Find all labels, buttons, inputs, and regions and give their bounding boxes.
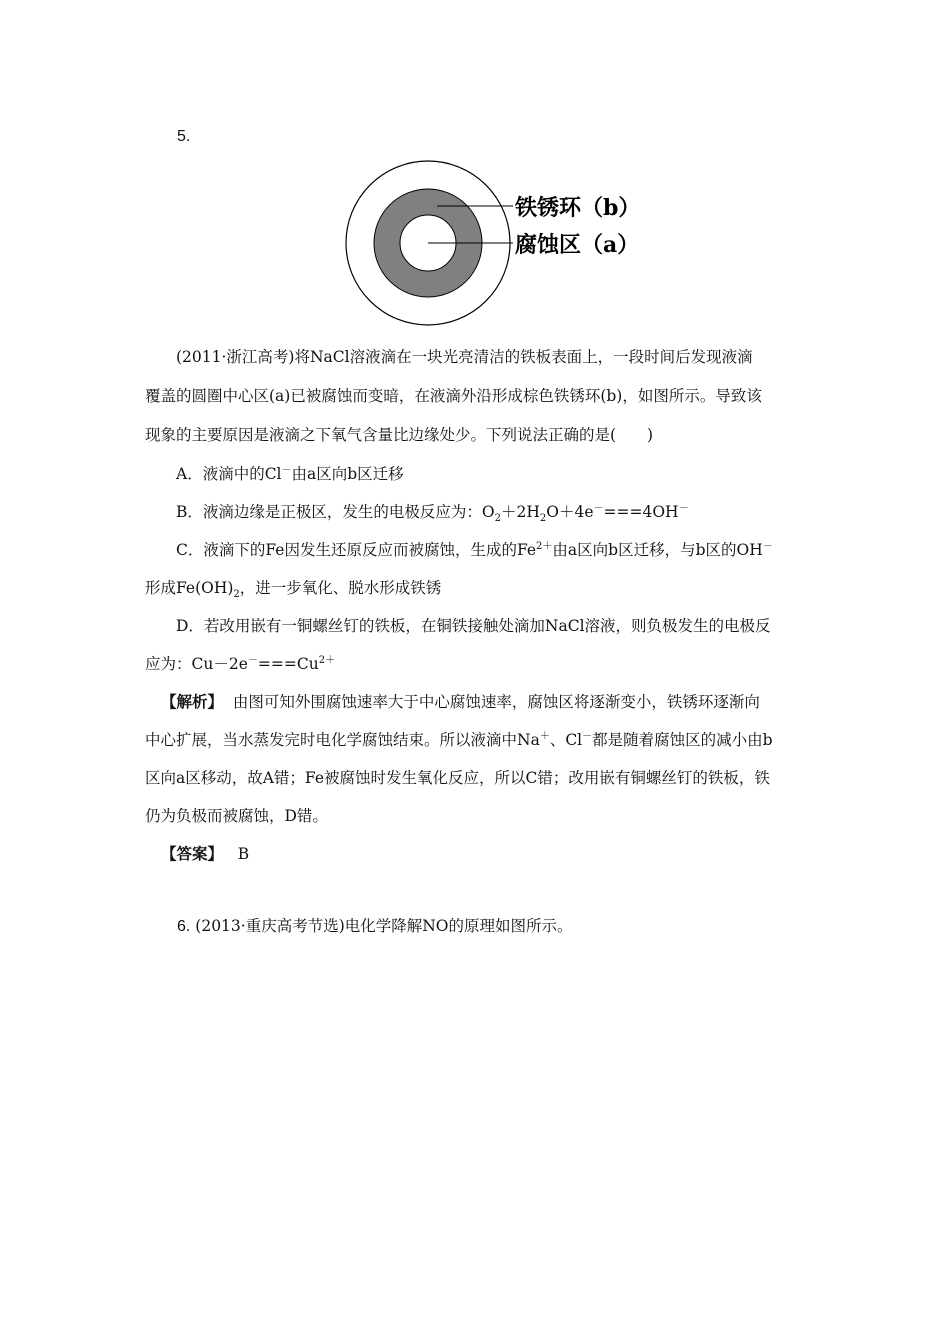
option-b: B．液滴边缘是正极区，发生的电极反应为：$O_2+2H_2O+4e^-===4OH^-$: [176, 502, 689, 525]
corrosion-diagram: [345, 160, 645, 330]
option-c-line-2: 形成$Fe(OH)_2$，进一步氧化、脱水形成铁锈: [145, 579, 442, 601]
option-d-line-1: D．若改用嵌有一铜螺丝钉的铁板，在铜铁接触处滴加NaCl溶液，则负极发生的电极反: [176, 617, 771, 635]
analysis-line-4: 仍为负极而被腐蚀，D错。: [145, 807, 328, 825]
question-6: [177, 914, 842, 936]
option-c-line-1: C．液滴下的Fe因发生还原反应而被腐蚀，生成的$Fe^{2+}$由a区向b区迁移，与b区的OH－: [176, 540, 773, 559]
option-d-line-2: 应为：$Cu-2e^-===Cu^{2+}$: [145, 654, 336, 673]
option-a: A．液滴中的Cl－由a区向b区迁移: [176, 464, 404, 483]
q5-stem-line-3: 现象的主要原因是液滴之下氧气含量比边缘处少。下列说法正确的是( ): [145, 426, 654, 444]
analysis-line-2: 中心扩展，当水蒸发完时电化学腐蚀结束。所以液滴中Na＋、Cl－都是随着腐蚀区的减小由b: [145, 730, 773, 749]
analysis-tag: 【解析】: [161, 692, 224, 711]
answer-tag: 【答案】: [161, 844, 224, 863]
label-rust-ring: 铁锈环（b）: [515, 195, 641, 221]
question-6-number: 6.: [177, 918, 191, 935]
label-corrosion-zone: 腐蚀区（a）: [515, 232, 640, 258]
answer-value: B: [237, 845, 250, 863]
q5-stem-line-1: (2011·浙江高考)将NaCl溶液滴在一块光亮清洁的铁板表面上，一段时间后发现液滴: [176, 348, 753, 366]
q5-stem-line-2: 覆盖的圆圈中心区(a)已被腐蚀而变暗，在液滴外沿形成棕色铁锈环(b)，如图所示。导致该: [145, 387, 762, 405]
analysis-line-1: 【解析】 由图可知外围腐蚀速率大于中心腐蚀速率，腐蚀区将逐渐变小，铁锈环逐渐向: [161, 692, 760, 711]
analysis-line-3: 区向a区移动，故A错；Fe被腐蚀时发生氧化反应，所以C错；改用嵌有铜螺丝钉的铁板，铁: [145, 769, 770, 787]
question-6-text: (2013·重庆高考节选)电化学降解NO的原理如图所示。: [195, 917, 573, 935]
question-5-number: 5.: [177, 128, 191, 145]
answer-line: [161, 842, 826, 864]
